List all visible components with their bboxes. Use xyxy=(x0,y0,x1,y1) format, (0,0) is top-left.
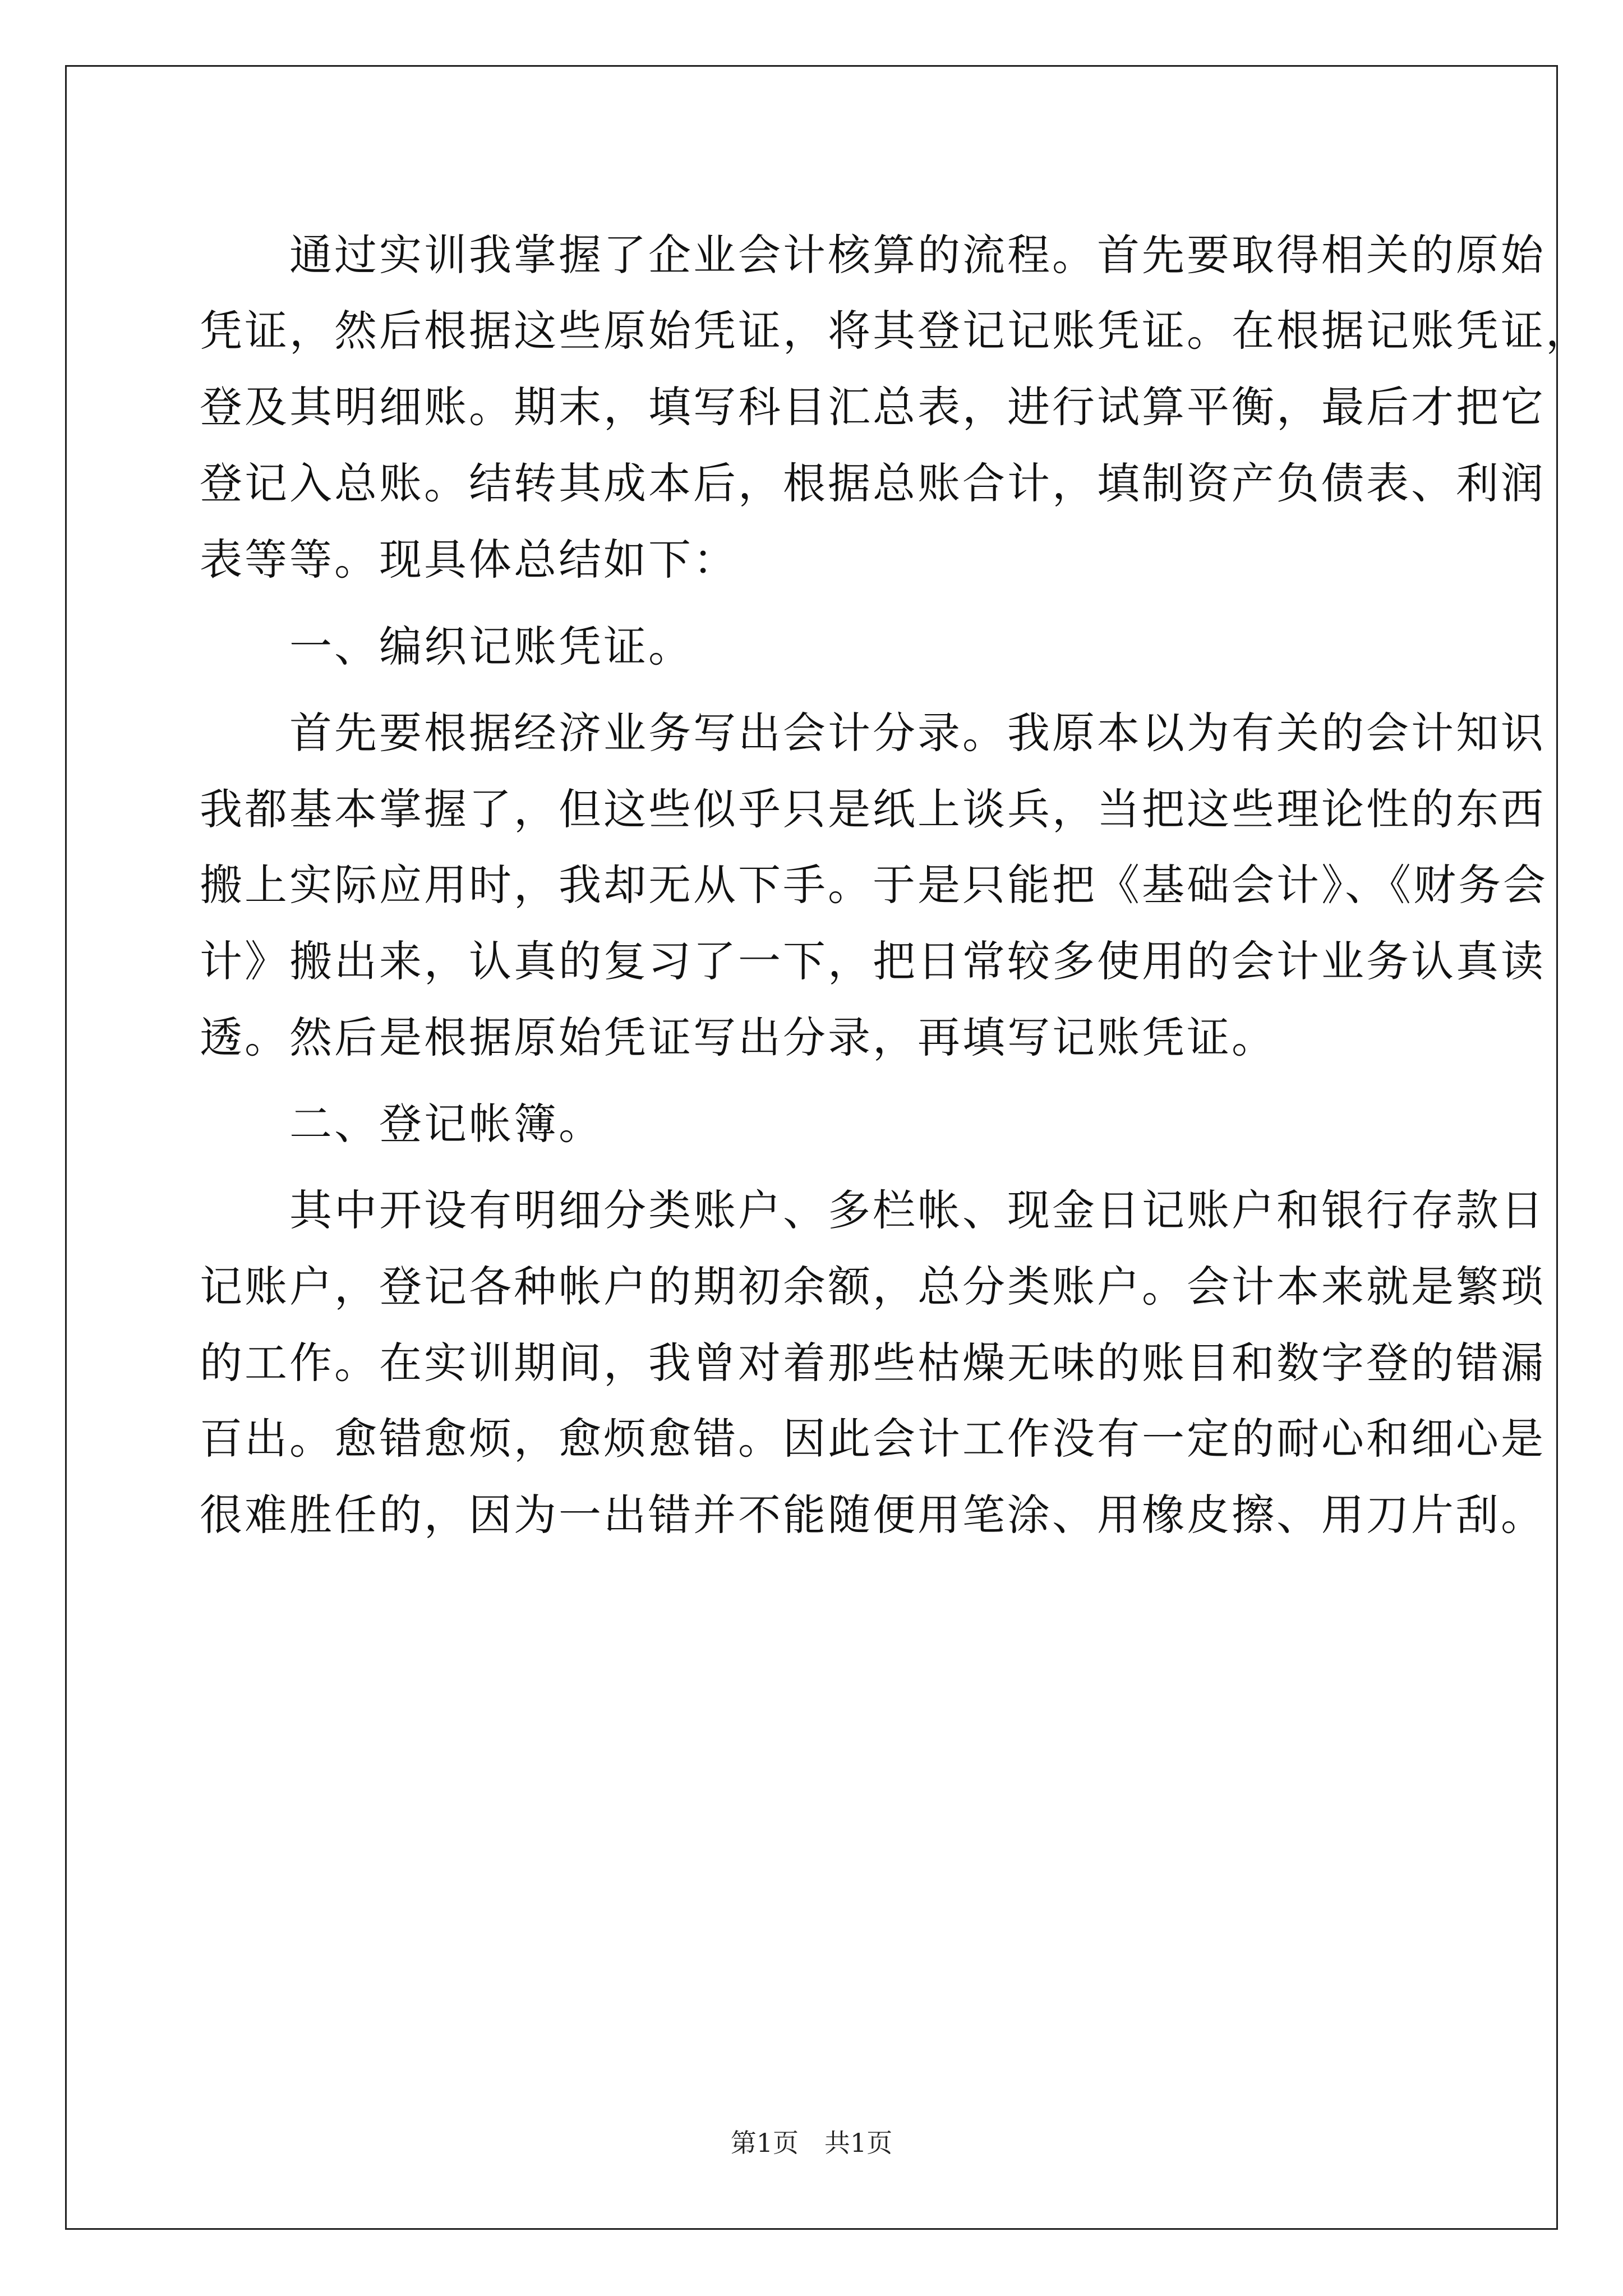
page-number: 第1页 xyxy=(730,2128,799,2158)
paragraph-line: 搬上实际应用时，我却无从下手。于是只能把《基础会计》、《财务会 xyxy=(200,860,1548,910)
paragraph-line: 首先要根据经济业务写出会计分录。我原本以为有关的会计知识 xyxy=(200,708,1546,758)
paragraph-line: 百出。愈错愈烦，愈烦愈错。因此会计工作没有一定的耐心和细心是 xyxy=(200,1414,1546,1464)
section-heading: 二、登记帐簿。 xyxy=(200,1099,603,1149)
section-heading: 一、编织记账凭证。 xyxy=(200,622,693,671)
paragraph-line: 登记入总账。结转其成本后，根据总账合计，填制资产负债表、利润 xyxy=(200,458,1546,508)
paragraph-line: 表等等。现具体总结如下： xyxy=(200,535,738,585)
paragraph-line: 透。然后是根据原始凭证写出分录，再填写记账凭证。 xyxy=(200,1013,1276,1062)
paragraph-line: 其中开设有明细分类账户、多栏帐、现金日记账户和银行存款日 xyxy=(200,1185,1546,1235)
paragraph-line: 凭证，然后根据这些原始凭证，将其登记记账凭证。在根据记账凭证， xyxy=(200,306,1590,356)
paragraph-line: 很难胜任的，因为一出错并不能随便用笔涂、用橡皮擦、用刀片刮。 xyxy=(200,1490,1546,1540)
page-total: 共1页 xyxy=(824,2128,893,2158)
paragraph-line: 登及其明细账。期末，填写科目汇总表，进行试算平衡，最后才把它 xyxy=(200,382,1546,432)
paragraph-line: 计》搬出来，认真的复习了一下，把日常较多使用的会计业务认真读 xyxy=(200,936,1546,986)
paragraph-line: 通过实训我掌握了企业会计核算的流程。首先要取得相关的原始 xyxy=(200,230,1546,280)
paragraph-line: 我都基本掌握了，但这些似乎只是纸上谈兵，当把这些理论性的东西 xyxy=(200,784,1546,834)
paragraph-line: 记账户，登记各种帐户的期初余额，总分类账户。会计本来就是繁琐 xyxy=(200,1262,1546,1312)
paragraph-line: 的工作。在实训期间，我曾对着那些枯燥无味的账目和数字登的错漏 xyxy=(200,1338,1546,1388)
page-footer xyxy=(0,2126,1623,2160)
